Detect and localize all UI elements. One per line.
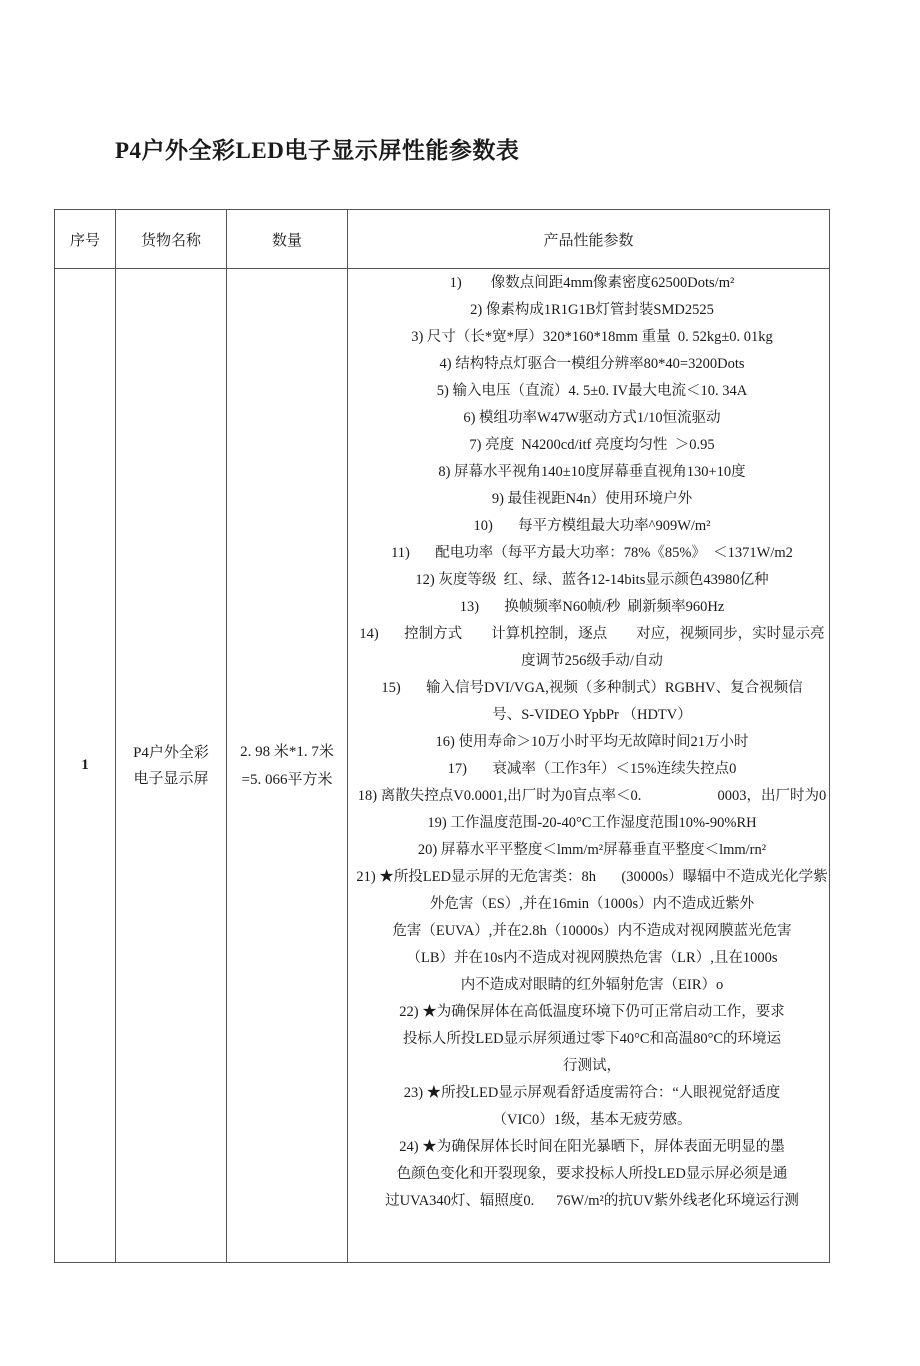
row-index: 1 xyxy=(55,269,116,1263)
param-item: 2) 像素构成1R1G1B灯管封装SMD2525 xyxy=(470,302,714,318)
param-item: 14) 控制方式 计算机控制，逐点 对应，视频同步，实时显示亮度调节256级手动/自动 xyxy=(359,626,825,669)
product-quantity xyxy=(227,269,348,1263)
param-item: 20) 屏幕水平平整度＜lmm/m²屏幕垂直平整度＜lmm/rn² xyxy=(417,842,767,858)
param-item: 23) ★所投LED显示屏观看舒适度需符合：“人眼视觉舒适度 （VIC0）1级，基本无疲劳感。 xyxy=(403,1085,781,1128)
header-params: 产品性能参数 xyxy=(348,210,830,269)
param-item: 22) ★为确保屏体在高低温度环境下仍可正常启动工作，要求 投标人所投LED显示屏须通过零下40°C和高温80°C的环境运 行测试， xyxy=(399,1004,785,1074)
params-clip xyxy=(355,270,829,1262)
param-item: 1) 像数点间距4mm像素密度62500Dots/m² xyxy=(449,275,735,291)
product-name xyxy=(116,269,227,1263)
param-item: 7) 亮度 N4200cd/itf 亮度均匀性 ＞0.95 xyxy=(469,437,715,453)
param-item: 17) 衰减率（工作3年）＜15%连续失控点0 xyxy=(447,761,737,777)
param-item: 10) 每平方模组最大功率^909W/m² xyxy=(473,518,711,534)
param-item: 5) 输入电压（直流）4. 5±0. IV最大电流＜10. 34A xyxy=(436,383,748,399)
param-item: 13) 换帧频率N60帧/秒 刷新频率960Hz xyxy=(459,599,725,615)
param-item: 16) 使用寿命＞10万小时平均无故障时间21万小时 xyxy=(435,734,749,750)
param-item: 6) 模组功率W47W驱动方式1/10恒流驱动 xyxy=(463,410,721,426)
product-quantity-text: 2. 98 米*1. 7米=5. 066平方米 xyxy=(240,743,334,788)
table-header-row xyxy=(55,210,830,269)
param-item: 19) 工作温度范围-20-40°C工作湿度范围10%-90%RH xyxy=(427,815,757,831)
table-row xyxy=(55,269,830,1263)
param-item: 18) 离散失控点V0.0001,出厂时为0盲点率＜0. 0003，出厂时为0 xyxy=(357,788,827,804)
param-item: 21) ★所投LED显示屏的无危害类：8h (30000s）曝辐中不造成光化学紫外危害（ES）,并在16min（1000s）内不造成近紫外 危害（EUVA）,并在2.8h（10000s）内不造成对视网膜蓝光危害 （LB）并在10s内不造成对视网膜热危害（LR）,且在1000s 内不造成对眼睛的红外辐射危害（EIR）o xyxy=(356,869,828,993)
header-name: 货物名称 xyxy=(116,210,227,269)
parameter-table xyxy=(54,209,830,1263)
param-item: 8) 屏幕水平视角140±10度屏幕垂直视角130+10度 xyxy=(438,464,746,480)
product-name-text: P4户外全彩电子显示屏 xyxy=(133,744,209,787)
header-quantity: 数量 xyxy=(227,210,348,269)
param-item: 12) 灰度等级 红、绿、蓝各12-14bits显示颜色43980亿种 xyxy=(415,572,769,588)
param-item: 11) 配电功率（每平方最大功率：78%《85%》 ＜1371W/m2 xyxy=(391,545,793,561)
param-item: 24) ★为确保屏体长时间在阳光暴晒下，屏体表面无明显的墨 色颜色变化和开裂现象，要求投标人所投LED显示屏必须是通 过UVA340灯、辐照度0. 76W/m²的抗UV紫外线老化环境运行测 xyxy=(385,1139,799,1209)
header-index: 序号 xyxy=(55,210,116,269)
param-item: 9) 最佳视距N4n）使用环境户外 xyxy=(491,491,693,507)
param-item: 15) 输入信号DVI/VGA,视频（多种制式）RGBHV、复合视频信 号、S-VIDEO YpbPr （HDTV） xyxy=(381,680,803,723)
param-item: 4) 结构特点灯驱合一模组分辨率80*40=3200Dots xyxy=(439,356,745,372)
param-item: 3) 尺寸（长*宽*厚）320*160*18mm 重量 0. 52kg±0. 01kg xyxy=(411,329,773,345)
params-list xyxy=(355,270,829,1215)
product-params xyxy=(348,269,830,1263)
page-title: P4户外全彩LED电子显示屏性能参数表 xyxy=(115,138,520,163)
